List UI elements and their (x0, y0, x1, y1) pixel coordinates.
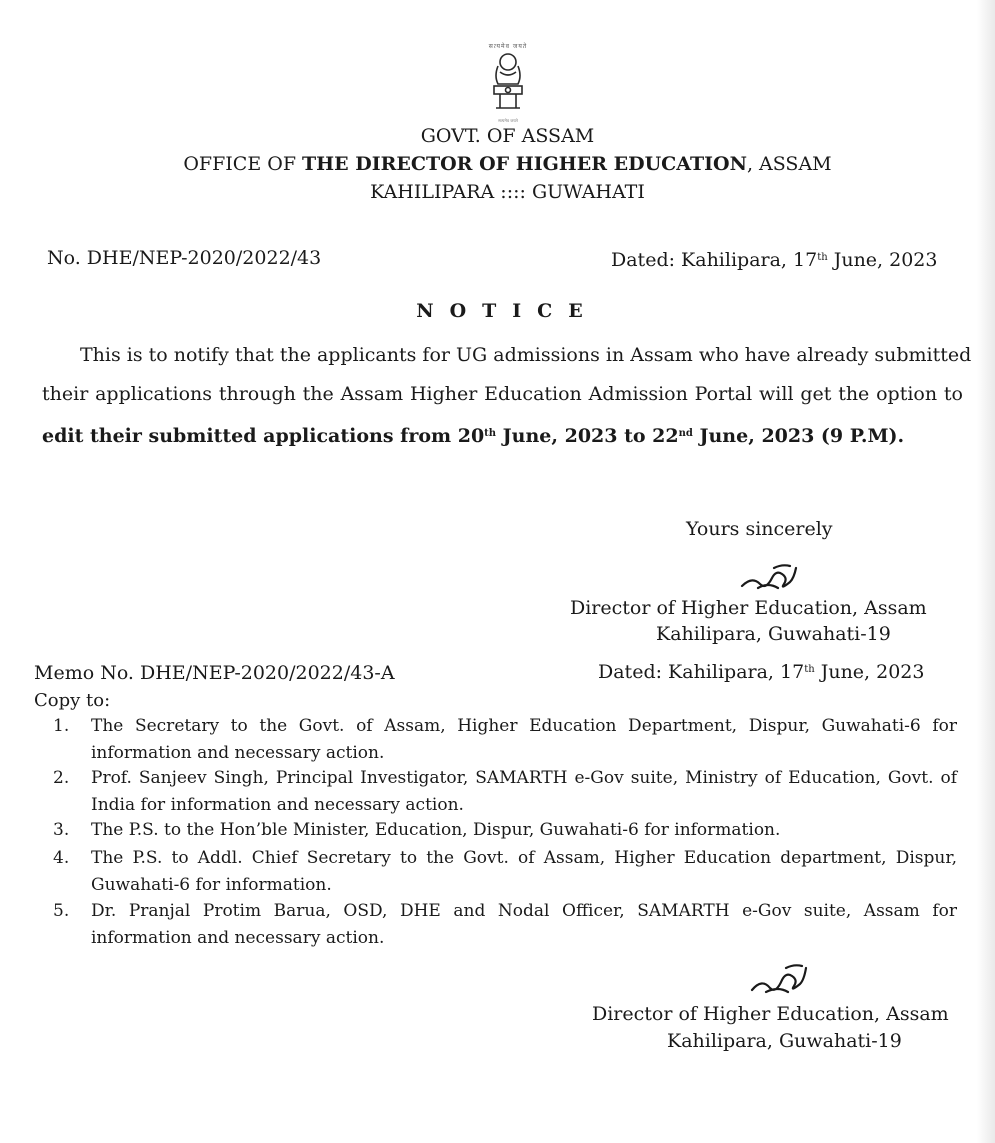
memo-number: Memo No. DHE/NEP-2020/2022/43-A (34, 662, 395, 684)
signatory-2-title: Director of Higher Education, Assam (592, 1003, 949, 1025)
notice-line-3-b: June, 2023 to 22 (496, 425, 679, 447)
list-item-number: 5. (53, 901, 70, 921)
emblem-bottom-text: सत्यमेव जयते (498, 118, 518, 123)
notice-line-1: This is to notify that the applicants for UG admissions in Assam who have already submitted (80, 344, 972, 366)
list-item-number: 1. (53, 716, 70, 736)
header-location: KAHILIPARA :::: GUWAHATI (370, 181, 645, 203)
list-item-number: 2. (53, 768, 70, 788)
emblem-top-text: सत्यमेव जयते (488, 43, 528, 50)
list-item-text: The P.S. to the Hon’ble Minister, Education, Dispur, Guwahati-6 for information. (91, 820, 781, 840)
state-emblem (478, 42, 538, 124)
header-office-prefix: OFFICE OF (183, 153, 303, 175)
reference-date (611, 249, 937, 271)
notice-line-3-sup-2: nd (678, 428, 693, 439)
memo-date-suffix: June, 2023 (814, 661, 925, 683)
list-item-number: 4. (53, 848, 70, 868)
list-item-text-cont: Guwahati-6 for information. (91, 875, 332, 895)
list-item-text: The Secretary to the Govt. of Assam, Higher Education Department, Dispur, Guwahati-6 for (91, 716, 957, 736)
list-item-number: 3. (53, 820, 70, 840)
list-item-text-cont: information and necessary action. (91, 743, 385, 763)
notice-line-3-sup-1: th (484, 428, 497, 439)
header-office-suffix: , ASSAM (746, 153, 832, 175)
signatory-2-address: Kahilipara, Guwahati-19 (667, 1030, 902, 1052)
reference-date-suffix: June, 2023 (827, 249, 938, 271)
reference-number: No. DHE/NEP-2020/2022/43 (47, 247, 322, 269)
copy-to-label: Copy to: (34, 690, 111, 711)
memo-date-sup: th (804, 664, 815, 675)
notice-line-3-c: June, 2023 (9 P.M). (692, 425, 905, 447)
reference-date-sup: th (817, 252, 828, 263)
notice-line-2: their applications through the Assam Higher Education Admission Portal will get the option to (42, 383, 963, 405)
list-item-text: The P.S. to Addl. Chief Secretary to the Govt. of Assam, Higher Education department, Dispur, (91, 848, 957, 868)
list-item-text: Prof. Sanjeev Singh, Principal Investigator, SAMARTH e-Gov suite, Ministry of Education, Govt. of (91, 768, 957, 788)
signature-1 (738, 560, 800, 594)
list-item-text: Dr. Pranjal Protim Barua, OSD, DHE and Nodal Officer, SAMARTH e-Gov suite, Assam for (91, 901, 957, 921)
signatory-1-address: Kahilipara, Guwahati-19 (656, 623, 891, 645)
list-item-text-cont: India for information and necessary action. (91, 795, 464, 815)
memo-date-prefix: Dated: Kahilipara, 17 (598, 661, 805, 683)
list-item-text-cont: information and necessary action. (91, 928, 385, 948)
signature-2 (748, 960, 810, 998)
header-govt: GOVT. OF ASSAM (420, 125, 595, 147)
notice-line-3 (42, 425, 963, 447)
closing-salutation: Yours sincerely (686, 518, 833, 540)
header-office-bold: THE DIRECTOR OF HIGHER EDUCATION (302, 153, 747, 175)
notice-line-3-a: edit their submitted applications from 20 (42, 425, 485, 447)
signatory-1-title: Director of Higher Education, Assam (570, 597, 927, 619)
reference-date-prefix: Dated: Kahilipara, 17 (611, 249, 818, 271)
notice-title: NOTICE (416, 300, 599, 322)
lion-capital-icon (488, 52, 528, 116)
memo-date (598, 661, 924, 683)
header-office (0, 153, 995, 175)
